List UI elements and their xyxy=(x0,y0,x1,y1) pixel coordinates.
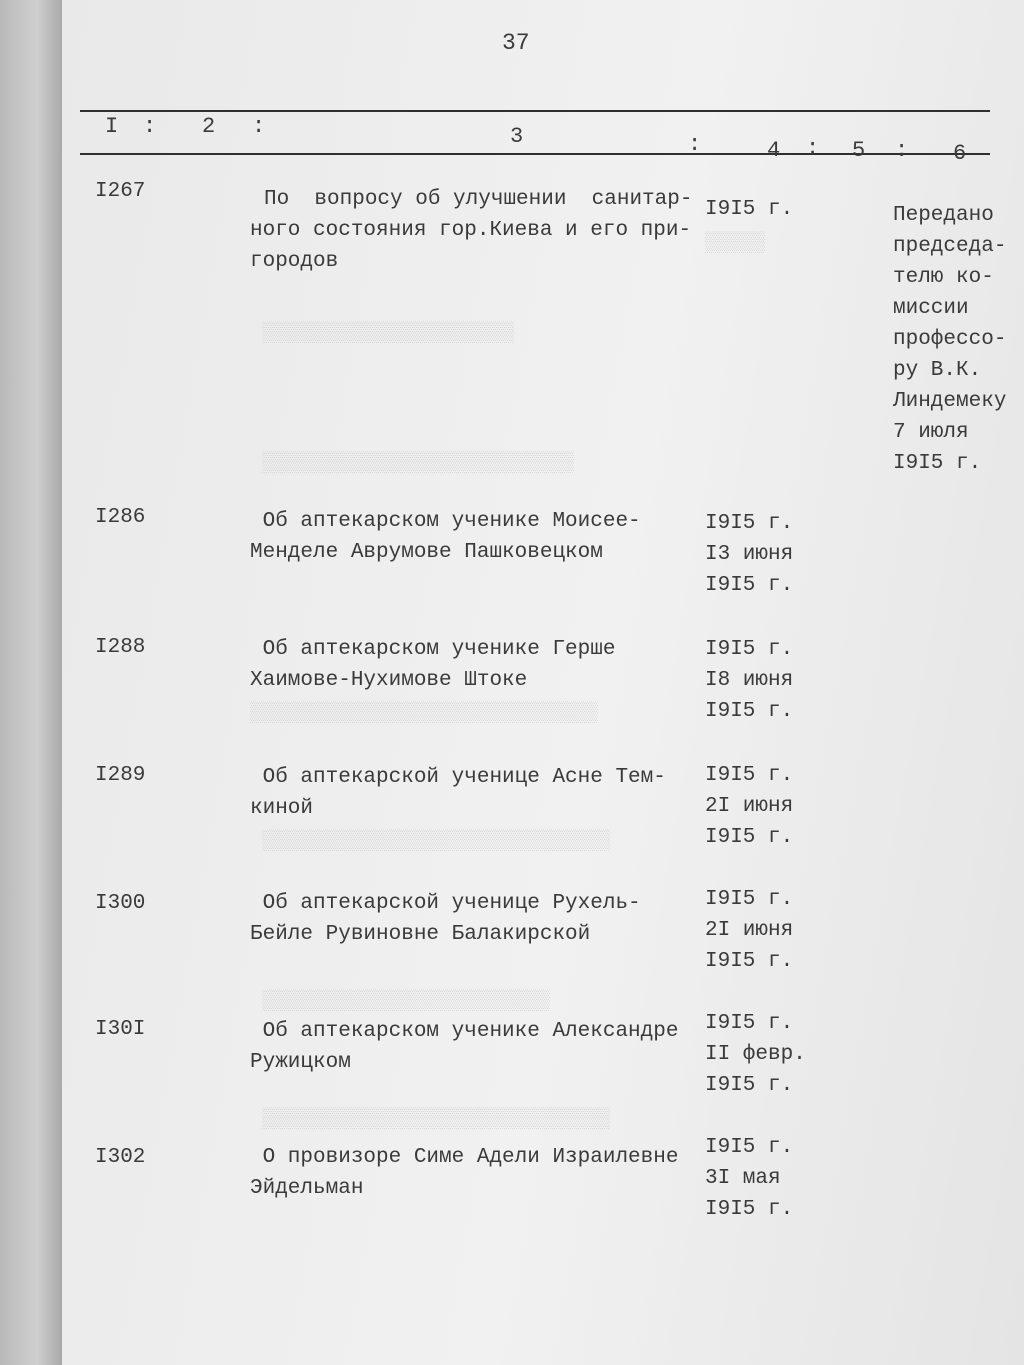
row-dates xyxy=(705,194,793,225)
note-line: миссии xyxy=(893,297,969,320)
row-number: I30I xyxy=(95,1018,146,1041)
date-line: I9I5 г. xyxy=(705,764,794,787)
title-line: Об аптекарской ученице Рухель- xyxy=(250,892,641,915)
row-dates xyxy=(705,1132,793,1225)
title-line: ного состояния гор.Киева и его при- xyxy=(250,219,692,242)
date-line: 2I июня xyxy=(705,919,794,942)
date-line: I9I5 г. xyxy=(705,700,794,723)
row-number: I289 xyxy=(95,764,146,787)
title-line: Об аптекарской ученице Асне Тем- xyxy=(250,766,666,789)
date-line: I9I5 г. xyxy=(705,512,794,535)
title-line: городов xyxy=(250,250,339,273)
date-line: I9I5 г. xyxy=(705,1074,794,1097)
date-line: I9I5 г. xyxy=(705,638,794,661)
header-col-1: I xyxy=(105,114,119,139)
title-line: Об аптекарском ученике Моисее- xyxy=(250,510,641,533)
header-col-5: 5 xyxy=(852,138,866,163)
date-line: I8 июня xyxy=(705,669,794,692)
row-number: I288 xyxy=(95,636,146,659)
header-top-rule xyxy=(80,110,990,112)
title-line: По вопросу об улучшении санитар- xyxy=(264,188,693,211)
date-line: 3I мая xyxy=(705,1167,781,1190)
row-title xyxy=(250,762,710,824)
row-dates xyxy=(705,884,793,977)
date-line: I9I5 г. xyxy=(705,1136,794,1159)
header-separator: : xyxy=(252,114,266,139)
row-title xyxy=(250,506,710,568)
title-line: Хаимове-Нухимове Штоке xyxy=(250,669,528,692)
note-line: Линдемеку xyxy=(893,390,1007,413)
bleed-through: ▒▒▒▒▒ xyxy=(705,232,766,255)
header-separator: : xyxy=(895,138,909,163)
row-dates xyxy=(705,508,793,601)
bleed-through: ▒▒▒▒▒▒▒▒▒▒▒▒▒▒▒▒▒▒▒▒▒ xyxy=(262,322,515,345)
page-edge xyxy=(0,0,62,1365)
date-line: I9I5 г. xyxy=(705,198,794,221)
header-separator: : xyxy=(143,114,157,139)
note-line: Передано xyxy=(893,204,994,227)
header-col-2: 2 xyxy=(202,114,216,139)
header-col-4: 4 xyxy=(767,138,781,163)
date-line: 2I июня xyxy=(705,795,794,818)
title-line: Бейле Рувиновне Балакирской xyxy=(250,923,591,946)
note-line: ру В.К. xyxy=(893,359,982,382)
row-number: I267 xyxy=(95,180,146,203)
row-number: I300 xyxy=(95,892,146,915)
date-line: I3 июня xyxy=(705,543,794,566)
note-line: 7 июля xyxy=(893,421,969,444)
row-note xyxy=(893,200,1006,479)
date-line: I9I5 г. xyxy=(705,950,794,973)
title-line: Об аптекарском ученике Герше xyxy=(250,638,616,661)
date-line: I9I5 г. xyxy=(705,1012,794,1035)
row-dates xyxy=(705,1008,806,1101)
title-line: О провизоре Симе Адели Израилевне xyxy=(250,1146,679,1169)
bleed-through: ▒▒▒▒▒▒▒▒▒▒▒▒▒▒▒▒▒▒▒▒▒▒▒▒▒▒▒▒▒ xyxy=(262,830,611,853)
row-title xyxy=(250,1016,710,1078)
header-separator: : xyxy=(806,136,820,161)
date-line: II февр. xyxy=(705,1043,806,1066)
page-number: 37 xyxy=(502,30,530,56)
title-line: Ружицком xyxy=(250,1051,351,1074)
date-line: I9I5 г. xyxy=(705,888,794,911)
header-separator: : xyxy=(688,132,702,157)
bleed-through: ▒▒▒▒▒▒▒▒▒▒▒▒▒▒▒▒▒▒▒▒▒▒▒▒ xyxy=(262,990,551,1013)
row-dates xyxy=(705,634,793,727)
date-line: I9I5 г. xyxy=(705,574,794,597)
title-line: Менделе Аврумове Пашковецком xyxy=(250,541,603,564)
header-col-3: 3 xyxy=(510,124,524,149)
row-dates xyxy=(705,760,793,853)
row-number: I302 xyxy=(95,1146,146,1169)
bleed-through: ▒▒▒▒▒▒▒▒▒▒▒▒▒▒▒▒▒▒▒▒▒▒▒▒▒▒▒▒▒ xyxy=(250,702,599,725)
row-title xyxy=(250,1142,710,1204)
note-line: председа- xyxy=(893,235,1007,258)
note-line: профессо- xyxy=(893,328,1007,351)
note-line: I9I5 г. xyxy=(893,452,982,475)
bleed-through: ▒▒▒▒▒▒▒▒▒▒▒▒▒▒▒▒▒▒▒▒▒▒▒▒▒▒ xyxy=(262,452,575,475)
title-line: Эйдельман xyxy=(250,1177,364,1200)
header-col-6: 6 xyxy=(953,141,967,166)
row-title xyxy=(250,888,710,950)
row-title xyxy=(250,184,724,277)
note-line: телю ко- xyxy=(893,266,994,289)
date-line: I9I5 г. xyxy=(705,1198,794,1221)
date-line: I9I5 г. xyxy=(705,826,794,849)
row-title xyxy=(250,634,710,696)
row-number: I286 xyxy=(95,506,146,529)
title-line: Об аптекарском ученике Александре xyxy=(250,1020,679,1043)
title-line: киной xyxy=(250,797,314,820)
bleed-through: ▒▒▒▒▒▒▒▒▒▒▒▒▒▒▒▒▒▒▒▒▒▒▒▒▒▒▒▒▒ xyxy=(262,1108,611,1131)
